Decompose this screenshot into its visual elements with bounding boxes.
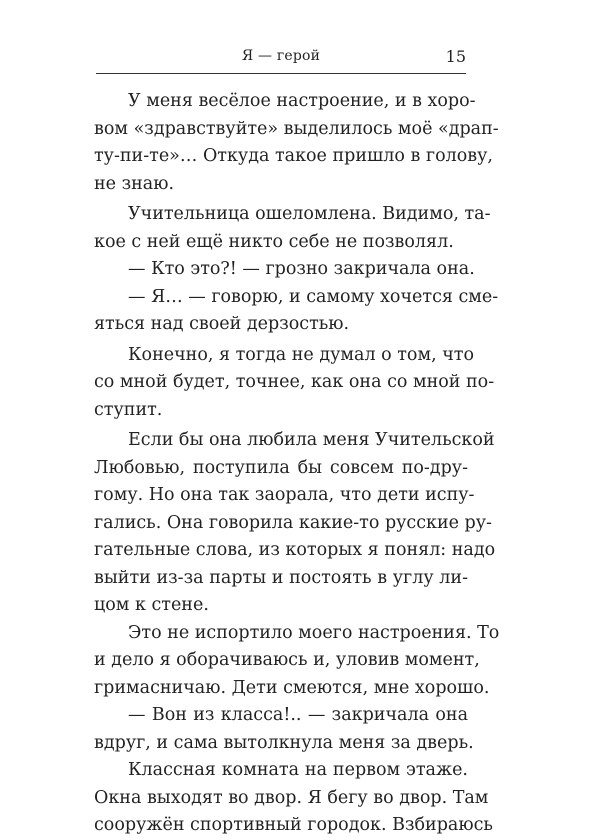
- text-line: Учительница ошеломлена. Видимо, та-: [128, 204, 491, 224]
- text-line: Конечно, я тогда не думал о том, что: [128, 344, 474, 365]
- text-line: Классная комната на первом этаже.: [128, 760, 468, 780]
- text-line: цом к стене.: [94, 595, 209, 615]
- text-line: гримасничаю. Дети смеются, мне хорошо.: [94, 677, 490, 698]
- text-line: гались. Она говорила какие-то русские ру-: [94, 512, 492, 533]
- text-line: вдруг, и сама вытолкнула меня за дверь.: [94, 732, 474, 753]
- text-line: гому. Но она так заорала, что дети испу-: [94, 485, 475, 505]
- text-line: У меня весёлое настроение, и в хоро-: [128, 91, 476, 111]
- text-line: вом «здравствуйте» выделилось моё «драп-: [94, 118, 499, 139]
- running-title: Я — герой: [241, 48, 321, 64]
- text-line: яться над своей дерзостью.: [94, 314, 350, 334]
- text-line: Окна выходят во двор. Я бегу во двор. Там: [94, 787, 489, 808]
- text-line: — Вон из класса!.. — закричала она: [128, 705, 468, 725]
- text-line: — Кто это?! — грозно закричала она.: [128, 259, 475, 279]
- text-line: выйти из-за парты и постоять в углу ли-: [94, 567, 468, 588]
- text-line: кое с ней ещё никто себе не позволял.: [94, 231, 454, 252]
- text-line: не знаю.: [94, 173, 175, 194]
- text-line: гательные слова, из которых я понял: надо: [94, 540, 496, 560]
- text-line: — Я… — говорю, и самому хочется сме-: [128, 286, 499, 307]
- header-rule: [96, 73, 466, 74]
- text-line: сооружён спортивный городок. Взбираюсь: [94, 815, 493, 835]
- body-text: [94, 88, 500, 840]
- page-number: 15: [445, 47, 466, 66]
- running-header: [96, 48, 466, 72]
- text-line: Если бы она любила меня Учительской: [128, 430, 495, 450]
- text-line: Любовью, поступила бы совсем по-дру-: [94, 457, 468, 478]
- text-line: со мной будет, точнее, как она со мной по-: [94, 372, 495, 392]
- text-line: и дело я оборачиваюсь и, уловив момент,: [94, 650, 480, 670]
- text-line: ступит.: [94, 399, 163, 420]
- text-line: ту-пи-те»… Откуда такое пришло в голову,: [94, 146, 493, 166]
- text-line: Это не испортило моего настроения. То: [128, 622, 500, 643]
